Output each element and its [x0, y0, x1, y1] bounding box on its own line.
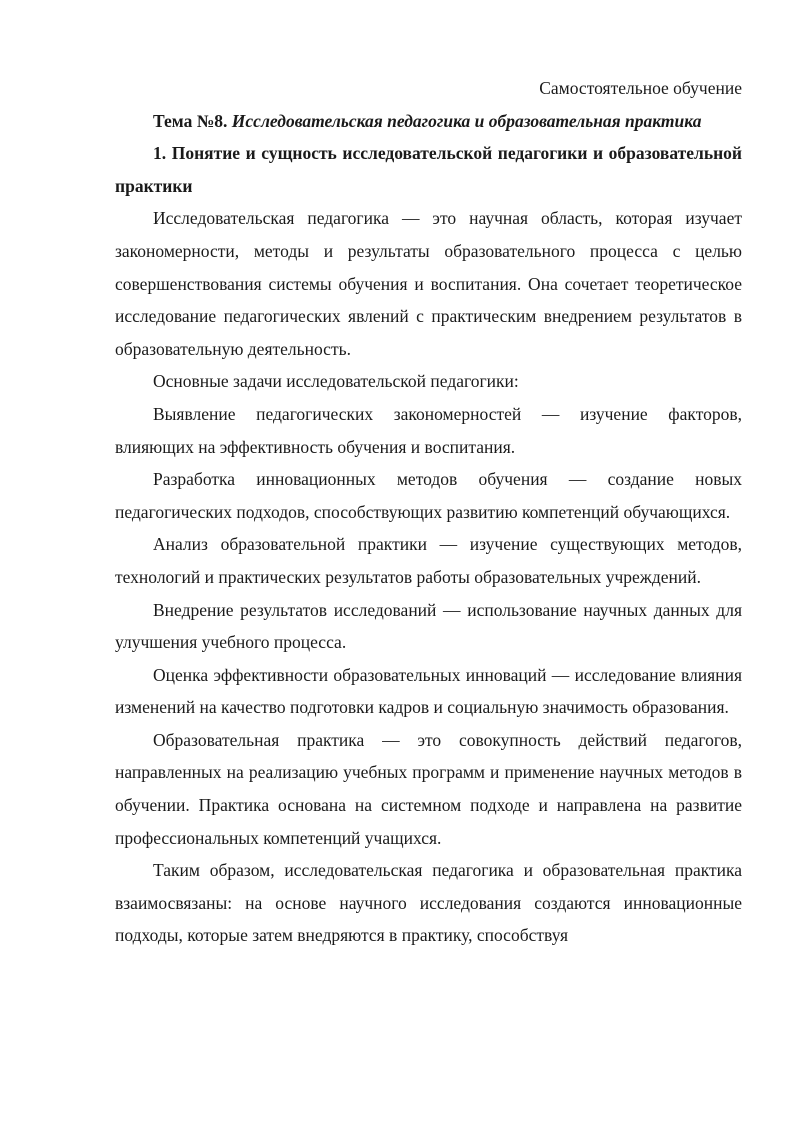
topic-prefix: Тема №8.	[153, 110, 228, 131]
paragraph-tasks-intro: Основные задачи исследовательской педагогики:	[153, 371, 519, 392]
topic-name: Исследовательская педагогика и образовательная практика	[231, 110, 702, 131]
paragraph-conclusion: Таким образом, исследовательская педагогика и образовательная практика взаимосвязаны: на основе научного исследования создаются инновационные подходы, которые затем внедряются в практику, способствуя	[115, 860, 742, 946]
document-page	[115, 72, 742, 952]
paragraph-task-4: Внедрение результатов исследований — использование научных данных для улучшения учебного процесса.	[115, 599, 742, 653]
course-header: Самостоятельное обучение	[539, 78, 742, 98]
paragraph-definition: Исследовательская педагогика — это научная область, которая изучает закономерности, методы и результаты образовательного процесса с целью совершенствования системы обучения и воспитания. Она сочетает теоретическое исследование педагогических явлений с практическим внедрением результатов в образовательную деятельность.	[115, 208, 742, 359]
paragraph-task-1: Выявление педагогических закономерностей — изучение факторов, влияющих на эффективность обучения и воспитания.	[115, 403, 742, 457]
section-heading: 1. Понятие и сущность исследовательской педагогики и образовательной практики	[115, 143, 742, 196]
paragraph-task-2: Разработка инновационных методов обучения — создание новых педагогических подходов, способствующих развитию компетенций обучающихся.	[115, 469, 742, 522]
topic-title	[115, 105, 742, 138]
paragraph-practice: Образовательная практика — это совокупность действий педагогов, направленных на реализацию учебных программ и применение научных методов в обучении. Практика основана на системном подходе и направлена на развитие профессиональных компетенций учащихся.	[115, 729, 742, 848]
paragraph-task-5: Оценка эффективности образовательных инноваций — исследование влияния изменений на качество подготовки кадров и социальную значимость образования.	[115, 664, 742, 718]
paragraph-task-3: Анализ образовательной практики — изучение существующих методов, технологий и практических результатов работы образовательных учреждений.	[115, 534, 742, 587]
